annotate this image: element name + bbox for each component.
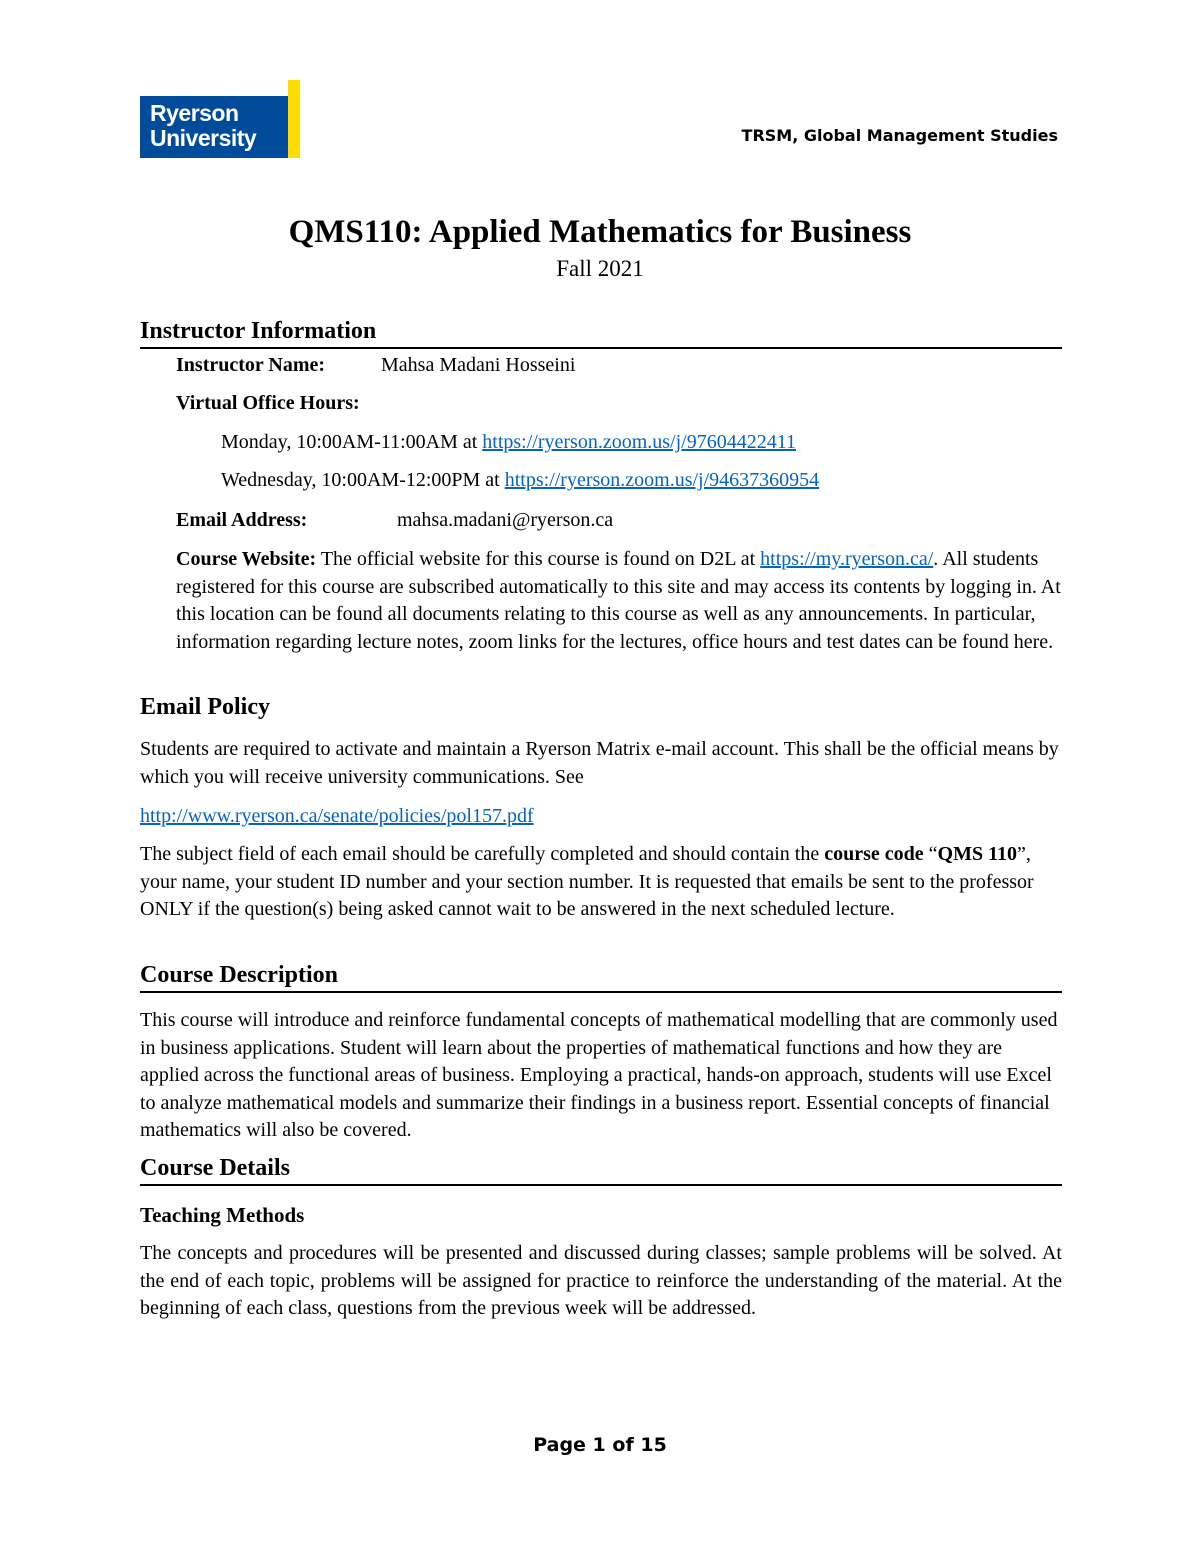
- email-policy-course-code: course code: [824, 843, 924, 865]
- instructor-name-value: Mahsa Madani Hosseini: [381, 354, 576, 376]
- instructor-name-label-text: Instructor Name:: [176, 354, 326, 376]
- email-policy-link-row: [140, 803, 1062, 831]
- zoom-link-monday[interactable]: https://ryerson.zoom.us/j/97604422411: [482, 431, 796, 453]
- logo-text-line1: Ryerson: [150, 100, 239, 126]
- logo-yellow-bar: [288, 80, 300, 158]
- course-website-text-2: . All students registered for this course are subscribed automatically to this site and may access its contents by logging in. At this location can be found all documents relating to this course as well as any announcements. In particular, information regarding lecture notes, zoom links for the lectures, office hours and test dates can be found here.: [176, 548, 1061, 653]
- office-hours-wednesday-text: Wednesday, 10:00AM-12:00PM at: [221, 469, 505, 491]
- policy-pdf-link[interactable]: http://www.ryerson.ca/senate/policies/pol157.pdf: [140, 805, 534, 827]
- course-website-label: Course Website:: [176, 548, 317, 570]
- course-title: QMS110: Applied Mathematics for Business: [288, 214, 912, 250]
- teaching-methods-text: The concepts and procedures will be presented and discussed during classes; sample problems will be solved. At the end of each topic, problems will be assigned for practice to reinforce the understanding of the material. At the beginning of each class, questions from the previous week will be addressed.: [140, 1242, 1062, 1319]
- instructor-heading: Instructor Information: [140, 318, 1062, 349]
- email-address-value: mahsa.madani@ryerson.ca: [397, 509, 614, 531]
- course-website-text-1: The official website for this course is found on D2L at: [316, 548, 761, 570]
- email-policy-paragraph-1: Students are required to activate and maintain a Ryerson Matrix e-mail account. This shall be the official means by which you will receive university communications. See: [140, 738, 1059, 788]
- office-hours-wednesday: [221, 469, 819, 492]
- teaching-methods-heading: Teaching Methods: [140, 1203, 305, 1227]
- course-details-heading: Course Details: [140, 1155, 1062, 1186]
- email-policy-paragraph-2: [140, 841, 1062, 924]
- page-of: of: [605, 1434, 641, 1456]
- page-current: 1: [592, 1434, 606, 1456]
- page-number: [0, 1434, 1200, 1456]
- page-total: 15: [640, 1434, 667, 1456]
- email-policy-text-c: ”, your name, your student ID number and your section number. It is requested that emails be sent to the professor ONLY if the question(s) being asked cannot wait to be answered in the next scheduled lecture.: [140, 843, 1034, 920]
- office-hours-monday: [221, 431, 796, 454]
- ryerson-logo: [140, 80, 300, 158]
- email-policy-text-b: “: [923, 843, 938, 865]
- d2l-link[interactable]: https://my.ryerson.ca/: [760, 548, 934, 570]
- department-label: TRSM, Global Management Studies: [741, 126, 1058, 145]
- course-term: Fall 2021: [556, 256, 644, 281]
- office-hours-monday-text: Monday, 10:00AM-11:00AM at: [221, 431, 483, 453]
- office-hours-label: Virtual Office Hours:: [176, 392, 360, 414]
- course-description-text: This course will introduce and reinforce fundamental concepts of mathematical modelling that are commonly used in business applications. Student will learn about the properties of mathematical functions and how they are applied across the functional areas of business. Employing a practical, hands-on approach, students will use Excel to analyze mathematical models and summarize their findings in a business report. Essential concepts of financial mathematics will also be covered.: [140, 1009, 1058, 1141]
- email-policy-text-a: The subject field of each email should be carefully completed and should contain the: [140, 843, 825, 865]
- course-description-heading: Course Description: [140, 962, 1062, 993]
- logo-text-line2: University: [150, 125, 257, 151]
- instructor-name-label: [176, 354, 325, 377]
- logo-text: [150, 101, 256, 151]
- email-policy-heading: Email Policy: [140, 694, 270, 720]
- email-policy-qms110: QMS 110: [937, 843, 1017, 865]
- page-prefix: Page: [533, 1434, 593, 1456]
- course-website-paragraph: [176, 546, 1062, 656]
- zoom-link-wednesday[interactable]: https://ryerson.zoom.us/j/94637360954: [504, 469, 820, 491]
- email-address-label: Email Address:: [176, 509, 308, 531]
